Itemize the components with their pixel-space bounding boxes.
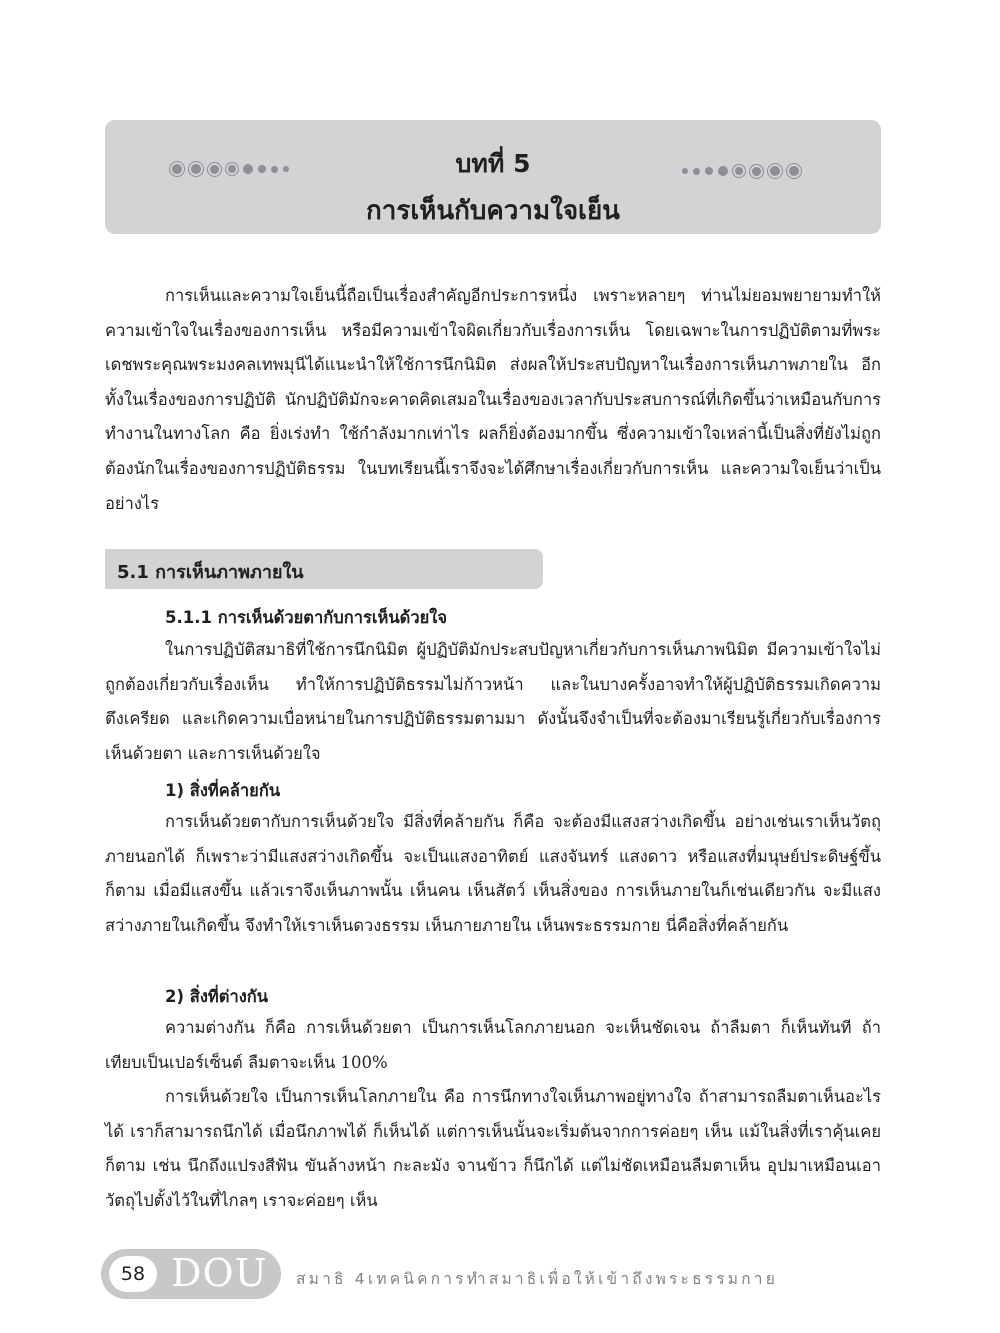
intro-paragraph: การเห็นและความใจเย็นนี้ถือเป็นเรื่องสำคัญอีกประการหนึ่ง เพราะหลายๆ ท่านไม่ยอมพยายามทำให้ความเข้าใจในเรื่องของการเห็น หรือมีความเข้าใจผิดเกี่ยวกับเรื่องการเห็น โดยเฉพาะในการปฏิบัติตามที่พระเดชพระคุณพระมงคลเทพมุนีได้แนะนำให้ใช้การนึกนิมิต ส่งผลให้ประสบปัญหาในเรื่องการเห็นภาพภายใน อีกทั้งในเรื่องของการปฏิบัติ นักปฏิบัติมักจะคาดคิดเสมอในเรื่องของเวลากับประสบการณ์ที่เกิดขึ้นว่าเหมือนกับการทำงานในทางโลก คือ ยิ่งเร่งทำ ใช้กำลังมากเท่าไร ผลก็ยิ่งต้องมากขึ้น ซึ่งความเข้าใจเหล่านี้เป็นสิ่งที่ยังไม่ถูกต้องนักในเรื่องของการปฏิบัติธรรม ในบทเรียนนี้เราจึงจะได้ศึกษาเรื่องเกี่ยวกับการเห็น และความใจเย็นว่าเป็นอย่างไร (105, 286, 881, 513)
section-heading-bar (105, 549, 543, 589)
chapter-number: บทที่ 5 (455, 149, 531, 178)
subsection-paragraph: ในการปฏิบัติสมาธิที่ใช้การนึกนิมิต ผู้ปฏิบัติมักประสบปัญหาเกี่ยวกับการเห็นภาพนิมิต มีความเข้าใจไม่ถูกต้องเกี่ยวกับเรื่องเห็น ทำให้การปฏิบัติธรรมไม่ก้าวหน้า และในบางครั้งอาจทำให้ผู้ปฏิบัติธรรมเกิดความตึงเครียด และเกิดความเบื่อหน่ายในการปฏิบัติธรรมตามมา ดังนั้นจึงจำเป็นที่จะต้องมาเรียนรู้เกี่ยวกับเรื่องการเห็นด้วยตา และการเห็นด้วยใจ (105, 640, 881, 763)
section-heading: 5.1 การเห็นภาพภายใน (117, 562, 304, 583)
subsection-heading: 5.1.1 การเห็นด้วยตากับการเห็นด้วยใจ (165, 608, 448, 627)
similar-heading: 1) สิ่งที่คล้ายกัน (165, 781, 281, 800)
different-paragraph-2: การเห็นด้วยใจ เป็นการเห็นโลกภายใน คือ การนึกทางใจเห็นภาพอยู่ทางใจ ถ้าสามารถลืมตาเห็นอะไรได้ เราก็สามารถนึกได้ เมื่อนึกภาพได้ ก็เห็นได้ แต่การเห็นนั้นจะเริ่มต้นจากการค่อยๆ เห็น แม้ในสิ่งที่เราคุ้นเคยก็ตาม เช่น นึกถึงแปรงสีฟัน ขันล้างหน้า กะละมัง จานข้าว ก็นึกได้ แต่ไม่ชัดเหมือนลืมตาเห็น อุปมาเหมือนเอาวัตถุไปตั้งไว้ในที่ไกลๆ เราจะค่อยๆ เห็น (105, 1087, 881, 1210)
different-paragraph-1: ความต่างกัน ก็คือ การเห็นด้วยตา เป็นการเห็นโลกภายนอก จะเห็นชัดเจน ถ้าลืมตา ก็เห็นทันที ถ้าเทียบเป็นเปอร์เซ็นต์ ลืมตาจะเห็น 100% (105, 1018, 881, 1072)
similar-paragraph: การเห็นด้วยตากับการเห็นด้วยใจ มีสิ่งที่คล้ายกัน ก็คือ จะต้องมีแสงสว่างเกิดขึ้น อย่างเช่นเราเห็นวัตถุภายนอกได้ ก็เพราะว่ามีแสงสว่างเกิดขึ้น จะเป็นแสงอาทิตย์ แสงจันทร์ แสงดาว หรือแสงที่มนุษย์ประดิษฐ์ขึ้นก็ตาม เมื่อมีแสงขึ้น แล้วเราจึงเห็นภาพนั้น เห็นคน เห็นสัตว์ เห็นสิ่งของ การเห็นภายในก็เช่นเดียวกัน จะมีแสงสว่างภายในเกิดขึ้น จึงทำให้เราเห็นดวงธรรม เห็นกายภายใน เห็นพระธรรมกาย นี่คือสิ่งที่คล้ายกัน (105, 812, 881, 935)
brand-logo: DOU (171, 1251, 268, 1295)
page-number: 58 (109, 1256, 157, 1292)
footer-badge (101, 1249, 281, 1299)
different-heading: 2) สิ่งที่ต่างกัน (165, 987, 269, 1006)
footer-book-title: สมาธิ 4เทคนิคการทำสมาธิเพื่อให้เข้าถึงพระธรรมกาย (296, 1270, 778, 1288)
chapter-header (105, 120, 881, 234)
decorative-dots-right (682, 164, 801, 178)
chapter-title: การเห็นกับความใจเย็น (366, 196, 620, 226)
